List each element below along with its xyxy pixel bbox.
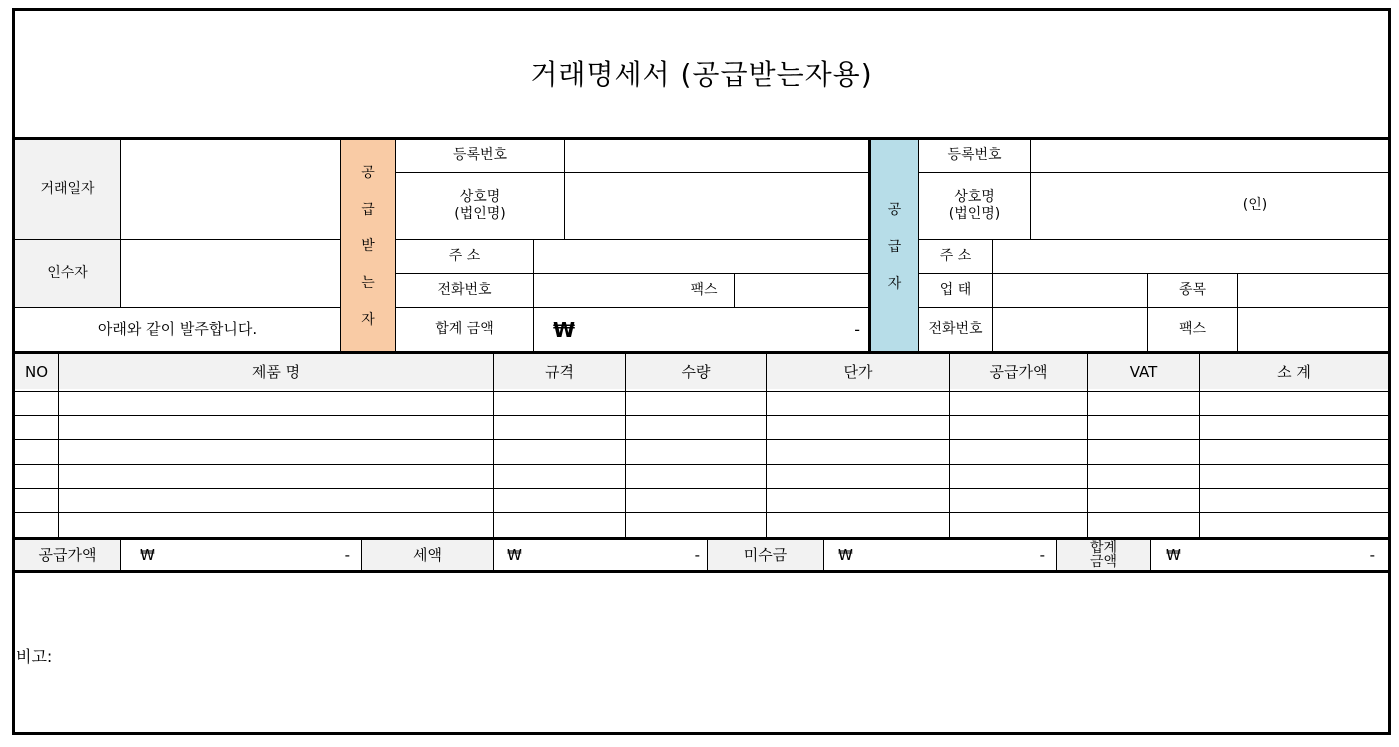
divider [493, 540, 494, 570]
supplier-fax-label: 팩스 [1178, 320, 1207, 337]
order-note: 아래와 같이 발주합니다. [97, 320, 258, 339]
remarks-label: 비고: [16, 646, 53, 666]
col-header-supply-amount: 공급가액 [989, 363, 1048, 382]
supplier-vertical-char: 자 [887, 275, 902, 292]
document-title: 거래명세서 (공급받는자용) [530, 57, 873, 91]
col-header-spec: 규격 [545, 363, 574, 382]
totals-unpaid-value: - [1039, 546, 1045, 564]
table-row[interactable] [15, 513, 1388, 537]
supplier-vertical-char: 공 [887, 201, 902, 218]
receiver-address-label: 주 소 [448, 247, 481, 264]
trade-date-label: 거래일자 [15, 140, 120, 239]
receiver-address-field[interactable] [534, 240, 868, 273]
supplier-company-sub-label: (법인명) [948, 206, 1001, 222]
trade-date-field[interactable] [121, 140, 339, 239]
receiver-vertical-char: 는 [361, 275, 375, 292]
receiver-company-sub-label: (법인명) [454, 206, 506, 222]
supplier-phone-label: 전화번호 [928, 320, 983, 337]
divider [12, 570, 1391, 573]
supplier-business-type-field[interactable] [993, 274, 1147, 307]
table-row[interactable] [15, 392, 1388, 415]
receiver-company-field[interactable] [565, 173, 868, 239]
supplier-item-label: 종목 [1178, 281, 1207, 298]
supplier-vertical-char: 급 [887, 238, 902, 255]
supplier-vertical-label [871, 140, 918, 351]
receiver-phone-field[interactable] [534, 274, 674, 307]
col-header-qty: 수량 [681, 363, 711, 382]
supplier-company-label [919, 173, 1030, 239]
receiver-company-name-label: 상호명 [459, 188, 501, 205]
totals-tax-value: - [694, 546, 700, 564]
divider [823, 540, 824, 570]
receiver-company-label [396, 173, 564, 239]
col-header-unit-price: 단가 [843, 363, 873, 382]
totals-unpaid-currency: ₩ [838, 546, 853, 564]
receiver-name-field[interactable] [121, 240, 339, 307]
col-header-product: 제품 명 [251, 363, 301, 382]
supplier-seal-label: (인) [1242, 197, 1268, 214]
receiver-reg-no-label: 등록번호 [452, 147, 508, 164]
receiver-total-value: - [854, 320, 860, 339]
receiver-vertical-char: 공 [361, 165, 375, 182]
receiver-reg-no-field[interactable] [565, 140, 868, 172]
receiver-fax-label: 팩스 [690, 281, 718, 298]
totals-supply-label: 공급가액 [15, 540, 120, 570]
supplier-phone-field[interactable] [993, 308, 1147, 351]
receiver-vertical-char: 받 [361, 238, 375, 255]
totals-unpaid-label: 미수금 [708, 540, 823, 570]
receiver-fax-field[interactable] [735, 274, 868, 307]
receiver-vertical-char: 자 [361, 311, 375, 328]
supplier-business-type-label: 업 태 [939, 281, 972, 298]
totals-tax-label: 세액 [362, 540, 493, 570]
supplier-item-field[interactable] [1238, 274, 1388, 307]
receiver-vertical-label [341, 140, 395, 351]
table-row[interactable] [15, 440, 1388, 464]
receiver-total-currency: ₩ [553, 317, 576, 342]
totals-grand-currency: ₩ [1166, 546, 1181, 564]
receiver-name-label: 인수자 [15, 240, 120, 307]
remarks-field[interactable] [70, 574, 1388, 732]
totals-supply-currency: ₩ [140, 546, 155, 564]
supplier-address-label: 주 소 [939, 247, 972, 264]
totals-tax-currency: ₩ [507, 546, 522, 564]
receiver-phone-label: 전화번호 [437, 281, 492, 298]
table-row[interactable] [15, 489, 1388, 512]
supplier-company-name-label: 상호명 [954, 188, 995, 205]
receiver-total-label: 합계 금액 [435, 320, 494, 337]
supplier-fax-field[interactable] [1238, 308, 1388, 351]
table-row[interactable] [15, 465, 1388, 488]
col-header-vat: VAT [1129, 363, 1158, 382]
supplier-reg-no-field[interactable] [1031, 140, 1388, 172]
table-row[interactable] [15, 416, 1388, 439]
totals-supply-value: - [344, 546, 350, 564]
totals-grand-label: 합계 금액 [1057, 540, 1150, 570]
supplier-reg-no-label: 등록번호 [947, 147, 1002, 164]
divider [120, 540, 121, 570]
col-header-no: NO [24, 363, 49, 382]
col-header-subtotal: 소 계 [1277, 363, 1311, 382]
supplier-address-field[interactable] [993, 240, 1388, 273]
divider [1150, 540, 1151, 570]
receiver-vertical-char: 급 [361, 201, 375, 218]
totals-grand-value: - [1369, 546, 1375, 564]
